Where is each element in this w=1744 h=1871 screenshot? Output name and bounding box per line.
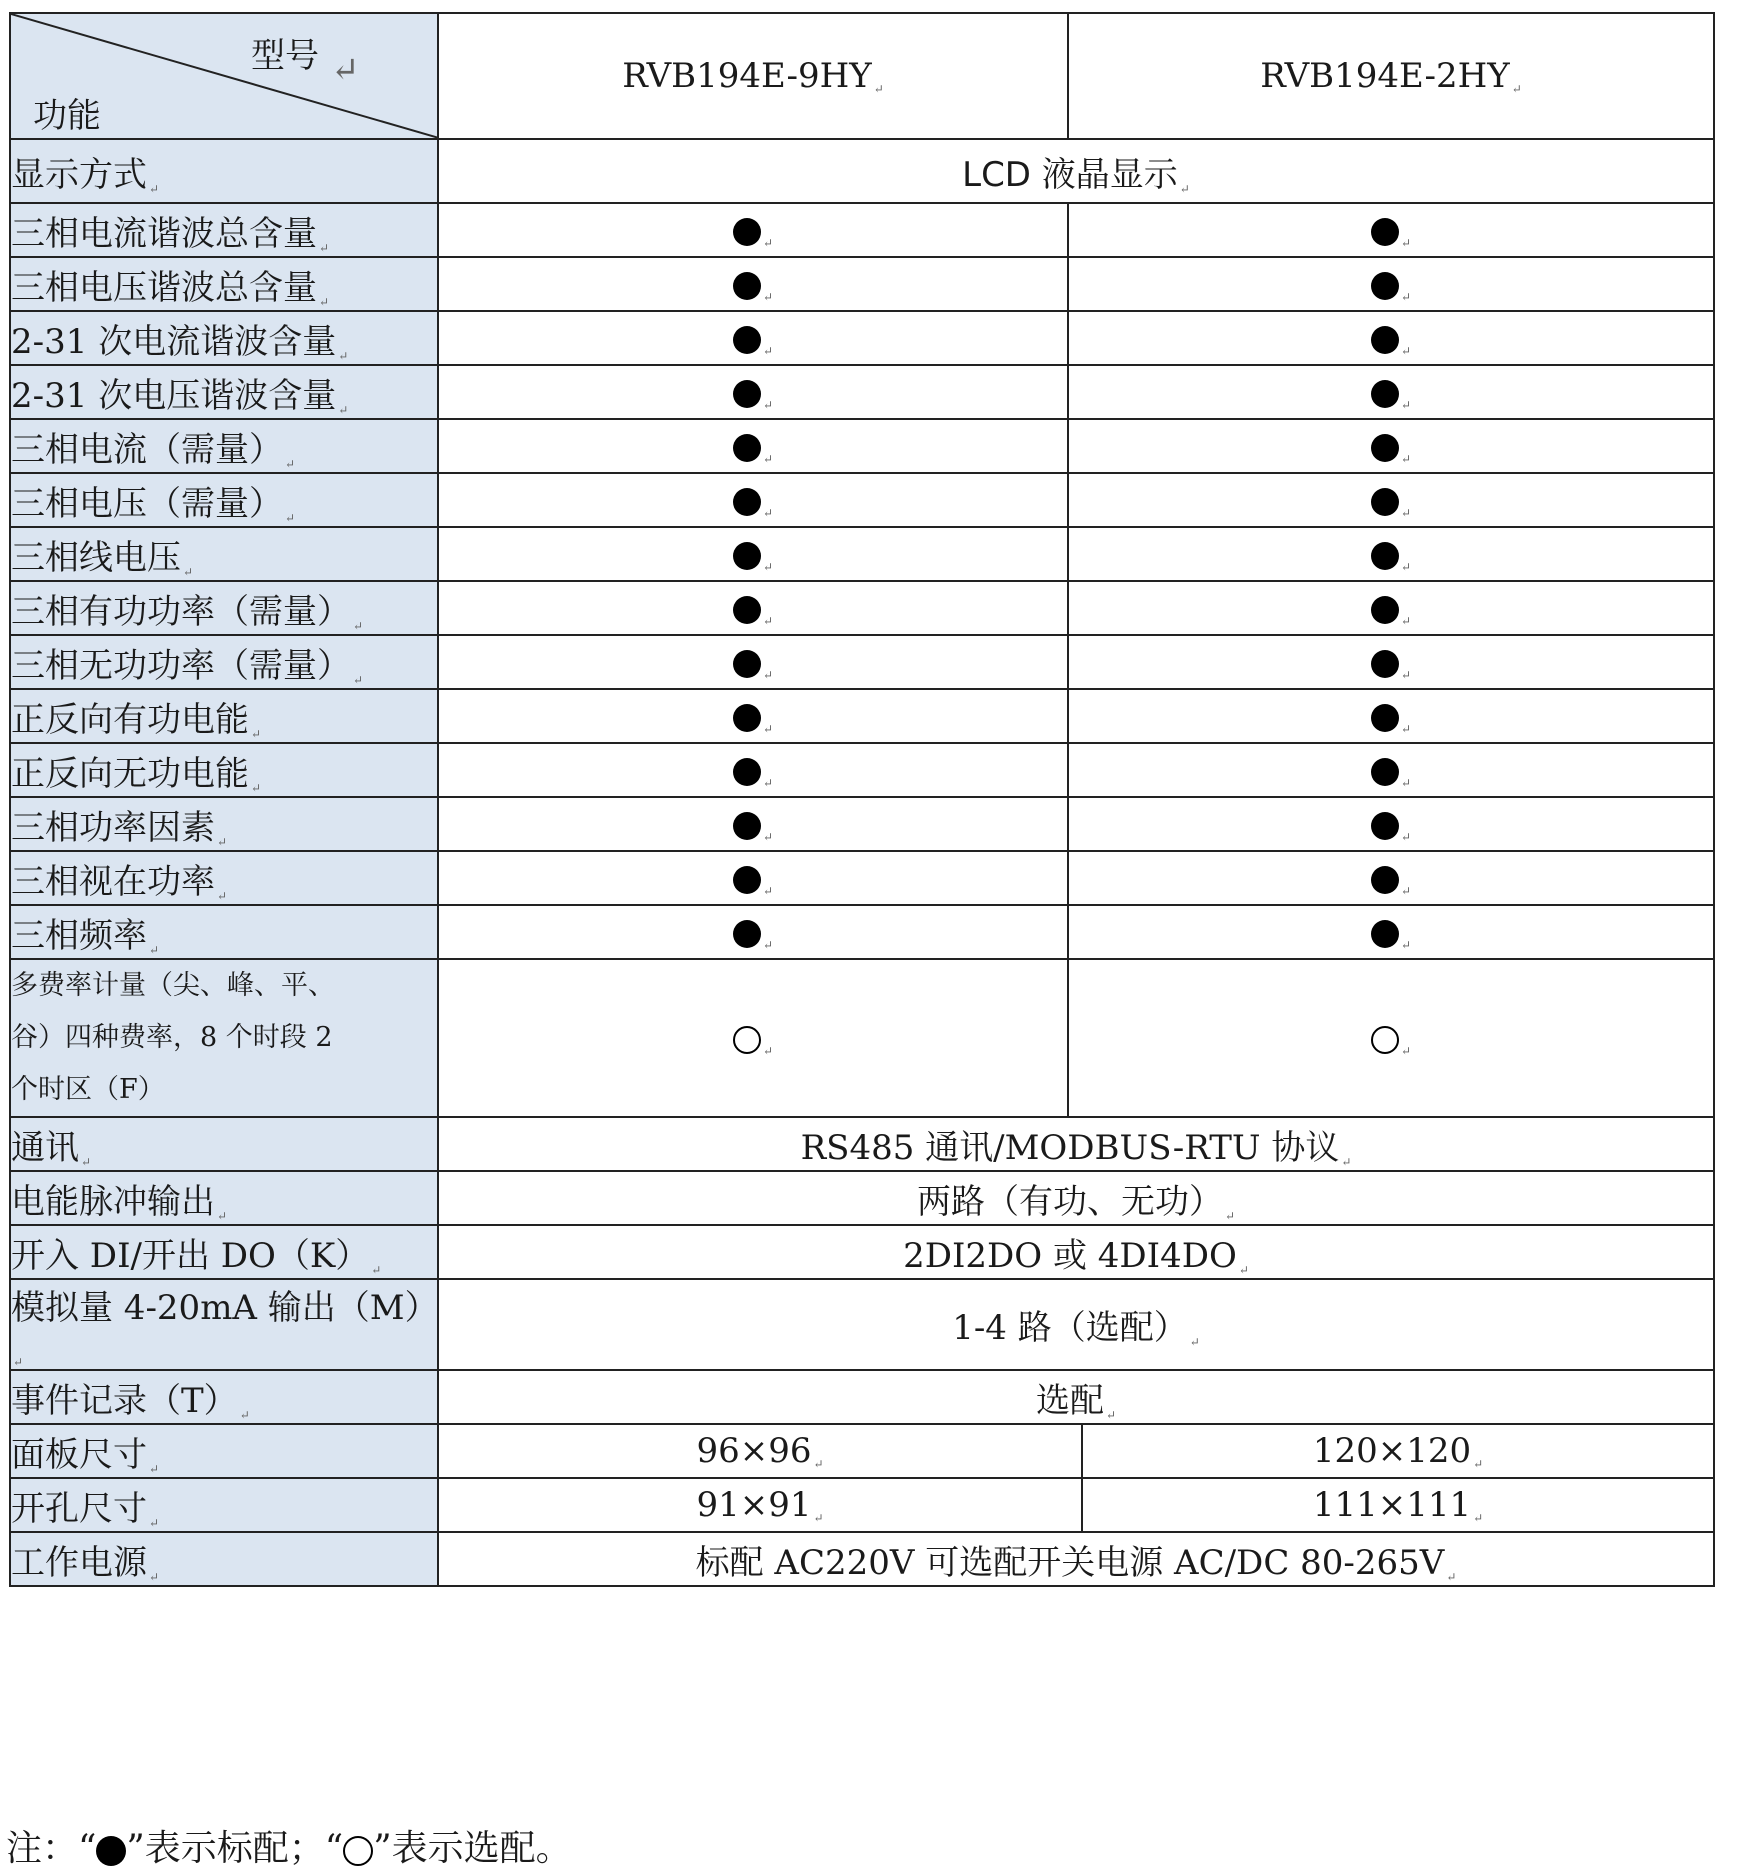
header-function-label: 功能 [33,96,101,136]
model-2-size: 111×111 ↵ [1082,1478,1714,1532]
model-1-mark: ↵ [438,203,1068,257]
function-label: 电能脉冲输出 ↵ [10,1171,438,1225]
standard-dot-icon [733,650,761,678]
feature-row [10,473,1714,527]
span-row [10,1225,1714,1279]
model-2-mark: ↵ [1068,905,1714,959]
standard-dot-icon [733,218,761,246]
model-2-mark: ↵ [1068,851,1714,905]
feature-row [10,689,1714,743]
standard-dot-icon [1371,704,1399,732]
model-1-mark: ↵ [438,851,1068,905]
function-label: 2-31 次电流谐波含量 ↵ [10,311,438,365]
model-1-size: 91×91 ↵ [438,1478,1082,1532]
standard-dot-icon [1371,272,1399,300]
optional-ring-icon [1371,1026,1399,1054]
standard-dot-icon [96,1836,126,1866]
feature-row [10,581,1714,635]
function-label: 三相无功功率（需量） ↵ [10,635,438,689]
header-model-2: RVB194E-2HY ↵ [1068,13,1714,139]
standard-dot-icon [733,704,761,732]
feature-row [10,905,1714,959]
standard-dot-icon [733,920,761,948]
span-row [10,1279,1714,1370]
model-1-mark: ↵ [438,581,1068,635]
function-label: 三相电压（需量） ↵ [10,473,438,527]
model-2-mark: ↵ [1068,203,1714,257]
function-label: 正反向无功电能 ↵ [10,743,438,797]
model-1-mark: ↵ [438,905,1068,959]
function-label: 事件记录（T） ↵ [10,1370,438,1424]
standard-dot-icon [1371,920,1399,948]
size-row [10,1424,1714,1478]
model-2-mark: ↵ [1068,257,1714,311]
standard-dot-icon [1371,866,1399,894]
function-label: 三相有功功率（需量） ↵ [10,581,438,635]
feature-row [10,365,1714,419]
feature-row [10,851,1714,905]
multirate-line: 多费率计量（尖、峰、平、 [11,970,335,1001]
note-optional-text: ”表示选配。 [373,1828,572,1869]
multirate-line: 谷）四种费率，8 个时段 2 [11,1022,333,1053]
function-label: 三相视在功率 ↵ [10,851,438,905]
standard-dot-icon [733,542,761,570]
display-value: LCD 液晶显示 ↵ [438,139,1714,203]
multirate-row [10,959,1714,1117]
power-value: 标配 AC220V 可选配开关电源 AC/DC 80-265V ↵ [438,1532,1714,1586]
standard-dot-icon [733,380,761,408]
function-label: 开孔尺寸 ↵ [10,1478,438,1532]
feature-row [10,743,1714,797]
function-label: 三相电流谐波总含量 ↵ [10,203,438,257]
feature-row [10,527,1714,581]
span-value: 2DI2DO 或 4DI4DO ↵ [438,1225,1714,1279]
display-label: 显示方式 ↵ [10,139,438,203]
model-2-mark: ↵ [1068,635,1714,689]
model-2-mark: ↵ [1068,743,1714,797]
spec-table-page [9,12,1713,1587]
note-standard-text: ”表示标配；“ [126,1828,344,1869]
standard-dot-icon [733,488,761,516]
model-1-mark: ↵ [438,365,1068,419]
optional-ring-icon [343,1836,373,1866]
model-1-mark: ↵ [438,527,1068,581]
function-label: 工作电源 ↵ [10,1532,438,1586]
standard-dot-icon [733,596,761,624]
legend-note [6,1820,572,1871]
function-label: 三相功率因素 ↵ [10,797,438,851]
header-row [10,13,1714,139]
standard-dot-icon [1371,434,1399,462]
feature-row [10,311,1714,365]
function-label: 三相电流（需量） ↵ [10,419,438,473]
standard-dot-icon [1371,380,1399,408]
span-value: 两路（有功、无功） ↵ [438,1171,1714,1225]
feature-row [10,635,1714,689]
model-2-mark: ↵ [1068,311,1714,365]
power-row [10,1532,1714,1586]
model-1-mark: ↵ [438,257,1068,311]
model-1-mark: ↵ [438,797,1068,851]
model-1-mark: ↵ [438,311,1068,365]
model-2-size: 120×120 ↵ [1082,1424,1714,1478]
function-label: 三相电压谐波总含量 ↵ [10,257,438,311]
model-1-size: 96×96 ↵ [438,1424,1082,1478]
function-label: 正反向有功电能 ↵ [10,689,438,743]
standard-dot-icon [733,434,761,462]
span-value: RS485 通讯/MODBUS-RTU 协议 ↵ [438,1117,1714,1171]
standard-dot-icon [1371,488,1399,516]
standard-dot-icon [1371,596,1399,624]
model-1-mark: ↵ [438,635,1068,689]
standard-dot-icon [733,272,761,300]
function-label: 三相频率 ↵ [10,905,438,959]
model-1-mark: ↵ [438,959,1068,1117]
header-model-label: 型号 [251,36,319,76]
note-prefix: 注：“ [6,1828,97,1869]
feature-row [10,797,1714,851]
span-value: 选配 ↵ [438,1370,1714,1424]
feature-row [10,419,1714,473]
standard-dot-icon [1371,218,1399,246]
optional-ring-icon [733,1026,761,1054]
span-row [10,1171,1714,1225]
function-label: 2-31 次电压谐波含量 ↵ [10,365,438,419]
function-label: 通讯 ↵ [10,1117,438,1171]
multirate-label [10,959,438,1117]
model-2-mark: ↵ [1068,527,1714,581]
standard-dot-icon [1371,812,1399,840]
function-label: 开入 DI/开出 DO（K） ↵ [10,1225,438,1279]
model-2-mark: ↵ [1068,581,1714,635]
standard-dot-icon [733,866,761,894]
standard-dot-icon [733,812,761,840]
standard-dot-icon [733,758,761,786]
display-row [10,139,1714,203]
header-model-1: RVB194E-9HY ↵ [438,13,1068,139]
standard-dot-icon [1371,650,1399,678]
span-row [10,1117,1714,1171]
model-1-mark: ↵ [438,689,1068,743]
standard-dot-icon [733,326,761,354]
model-2-mark: ↵ [1068,959,1714,1117]
span-row [10,1370,1714,1424]
function-label: 模拟量 4-20mA 输出（M）↵ [10,1279,438,1370]
function-label: 面板尺寸 ↵ [10,1424,438,1478]
feature-row [10,257,1714,311]
model-2-mark: ↵ [1068,797,1714,851]
model-2-mark: ↵ [1068,365,1714,419]
diagonal-header-cell: 型号 ↵ 功能 [10,13,438,139]
function-label: 三相线电压 ↵ [10,527,438,581]
standard-dot-icon [1371,542,1399,570]
multirate-line: 个时区（F） [11,1074,165,1105]
span-value: 1-4 路（选配） ↵ [438,1279,1714,1370]
model-2-mark: ↵ [1068,689,1714,743]
feature-row [10,203,1714,257]
model-1-mark: ↵ [438,419,1068,473]
spec-table [9,12,1715,1587]
model-1-mark: ↵ [438,473,1068,527]
size-row [10,1478,1714,1532]
model-2-mark: ↵ [1068,419,1714,473]
standard-dot-icon [1371,758,1399,786]
model-1-mark: ↵ [438,743,1068,797]
standard-dot-icon [1371,326,1399,354]
model-2-mark: ↵ [1068,473,1714,527]
